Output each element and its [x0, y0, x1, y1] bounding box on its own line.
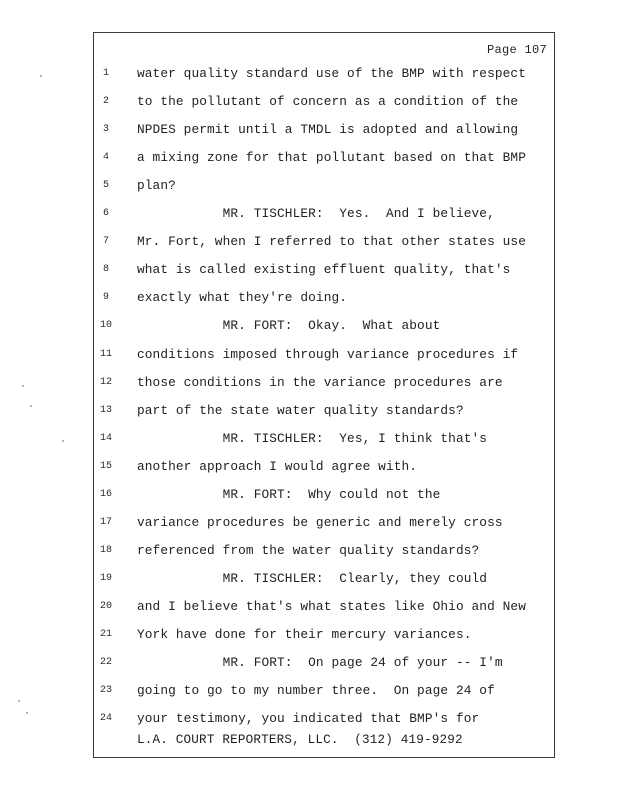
transcript-line-text: MR. TISCHLER: Yes. And I believe, [137, 206, 495, 222]
line-number: 6 [102, 208, 109, 220]
line-number: 18 [99, 544, 112, 556]
transcript-line-text: MR. TISCHLER: Yes, I think that's [137, 430, 488, 446]
scan-speck [40, 75, 42, 77]
transcript-line-text: MR. FORT: Why could not the [137, 486, 441, 502]
line-number: 10 [99, 320, 112, 332]
transcript-line-text: Mr. Fort, when I referred to that other states use [137, 234, 526, 250]
transcript-line-text: and I believe that's what states like Ohio and New [137, 598, 526, 614]
line-number: 15 [99, 460, 112, 472]
scan-speck [30, 405, 32, 407]
scan-speck [18, 700, 20, 702]
transcript-line-text: what is called existing effluent quality, that's [137, 262, 511, 278]
transcript-line-text: variance procedures be generic and merely cross [137, 514, 503, 530]
line-number: 9 [102, 292, 109, 304]
transcript-line-text: a mixing zone for that pollutant based on that BMP [137, 150, 526, 166]
transcript-line-text: another approach I would agree with. [137, 458, 418, 474]
court-reporter-footer: L.A. COURT REPORTERS, LLC. (312) 419-9292 [137, 733, 463, 747]
transcript-line-text: part of the state water quality standards? [137, 402, 464, 418]
transcript-line-text: referenced from the water quality standards? [137, 542, 480, 558]
line-number: 2 [102, 96, 109, 108]
transcript-page [93, 32, 555, 758]
transcript-line-text: your testimony, you indicated that BMP's for [137, 711, 480, 727]
line-number: 8 [102, 264, 109, 276]
line-number: 19 [99, 572, 112, 584]
transcript-line-text: to the pollutant of concern as a condition of the [137, 94, 519, 110]
scan-speck [62, 440, 64, 442]
transcript-line-text: those conditions in the variance procedures are [137, 374, 503, 390]
line-number: 22 [99, 657, 112, 669]
transcript-line-text: exactly what they're doing. [137, 290, 348, 306]
line-number: 17 [99, 516, 112, 528]
line-number: 13 [99, 404, 112, 416]
transcript-line-text: York have done for their mercury variances. [137, 627, 472, 642]
transcript-line-text: NPDES permit until a TMDL is adopted and allowing [137, 122, 519, 138]
line-number: 7 [102, 236, 109, 248]
line-number: 3 [102, 124, 109, 136]
line-number: 14 [99, 432, 112, 444]
line-number: 16 [99, 488, 112, 500]
transcript-line-text: MR. FORT: On page 24 of your -- I'm [137, 655, 503, 671]
transcript-line-text: MR. FORT: Okay. What about [137, 318, 441, 334]
line-number: 12 [99, 376, 112, 388]
transcript-line-text: conditions imposed through variance procedures if [137, 346, 519, 362]
line-number: 11 [99, 348, 112, 360]
transcript-line-text: water quality standard use of the BMP with respect [137, 66, 526, 81]
transcript-line-text: MR. TISCHLER: Clearly, they could [137, 570, 488, 586]
line-number: 1 [102, 68, 109, 79]
line-number: 24 [99, 713, 112, 725]
scan-speck [22, 385, 24, 387]
transcript-line-text: plan? [137, 178, 176, 194]
transcript-line-text: going to go to my number three. On page 24 of [137, 683, 495, 699]
line-number: 23 [99, 685, 112, 697]
line-number: 21 [99, 629, 112, 640]
line-number: 5 [102, 180, 109, 192]
page-number: Page 107 [486, 43, 547, 57]
line-number: 4 [102, 152, 109, 164]
scan-speck [26, 712, 28, 714]
line-number: 20 [99, 600, 112, 612]
